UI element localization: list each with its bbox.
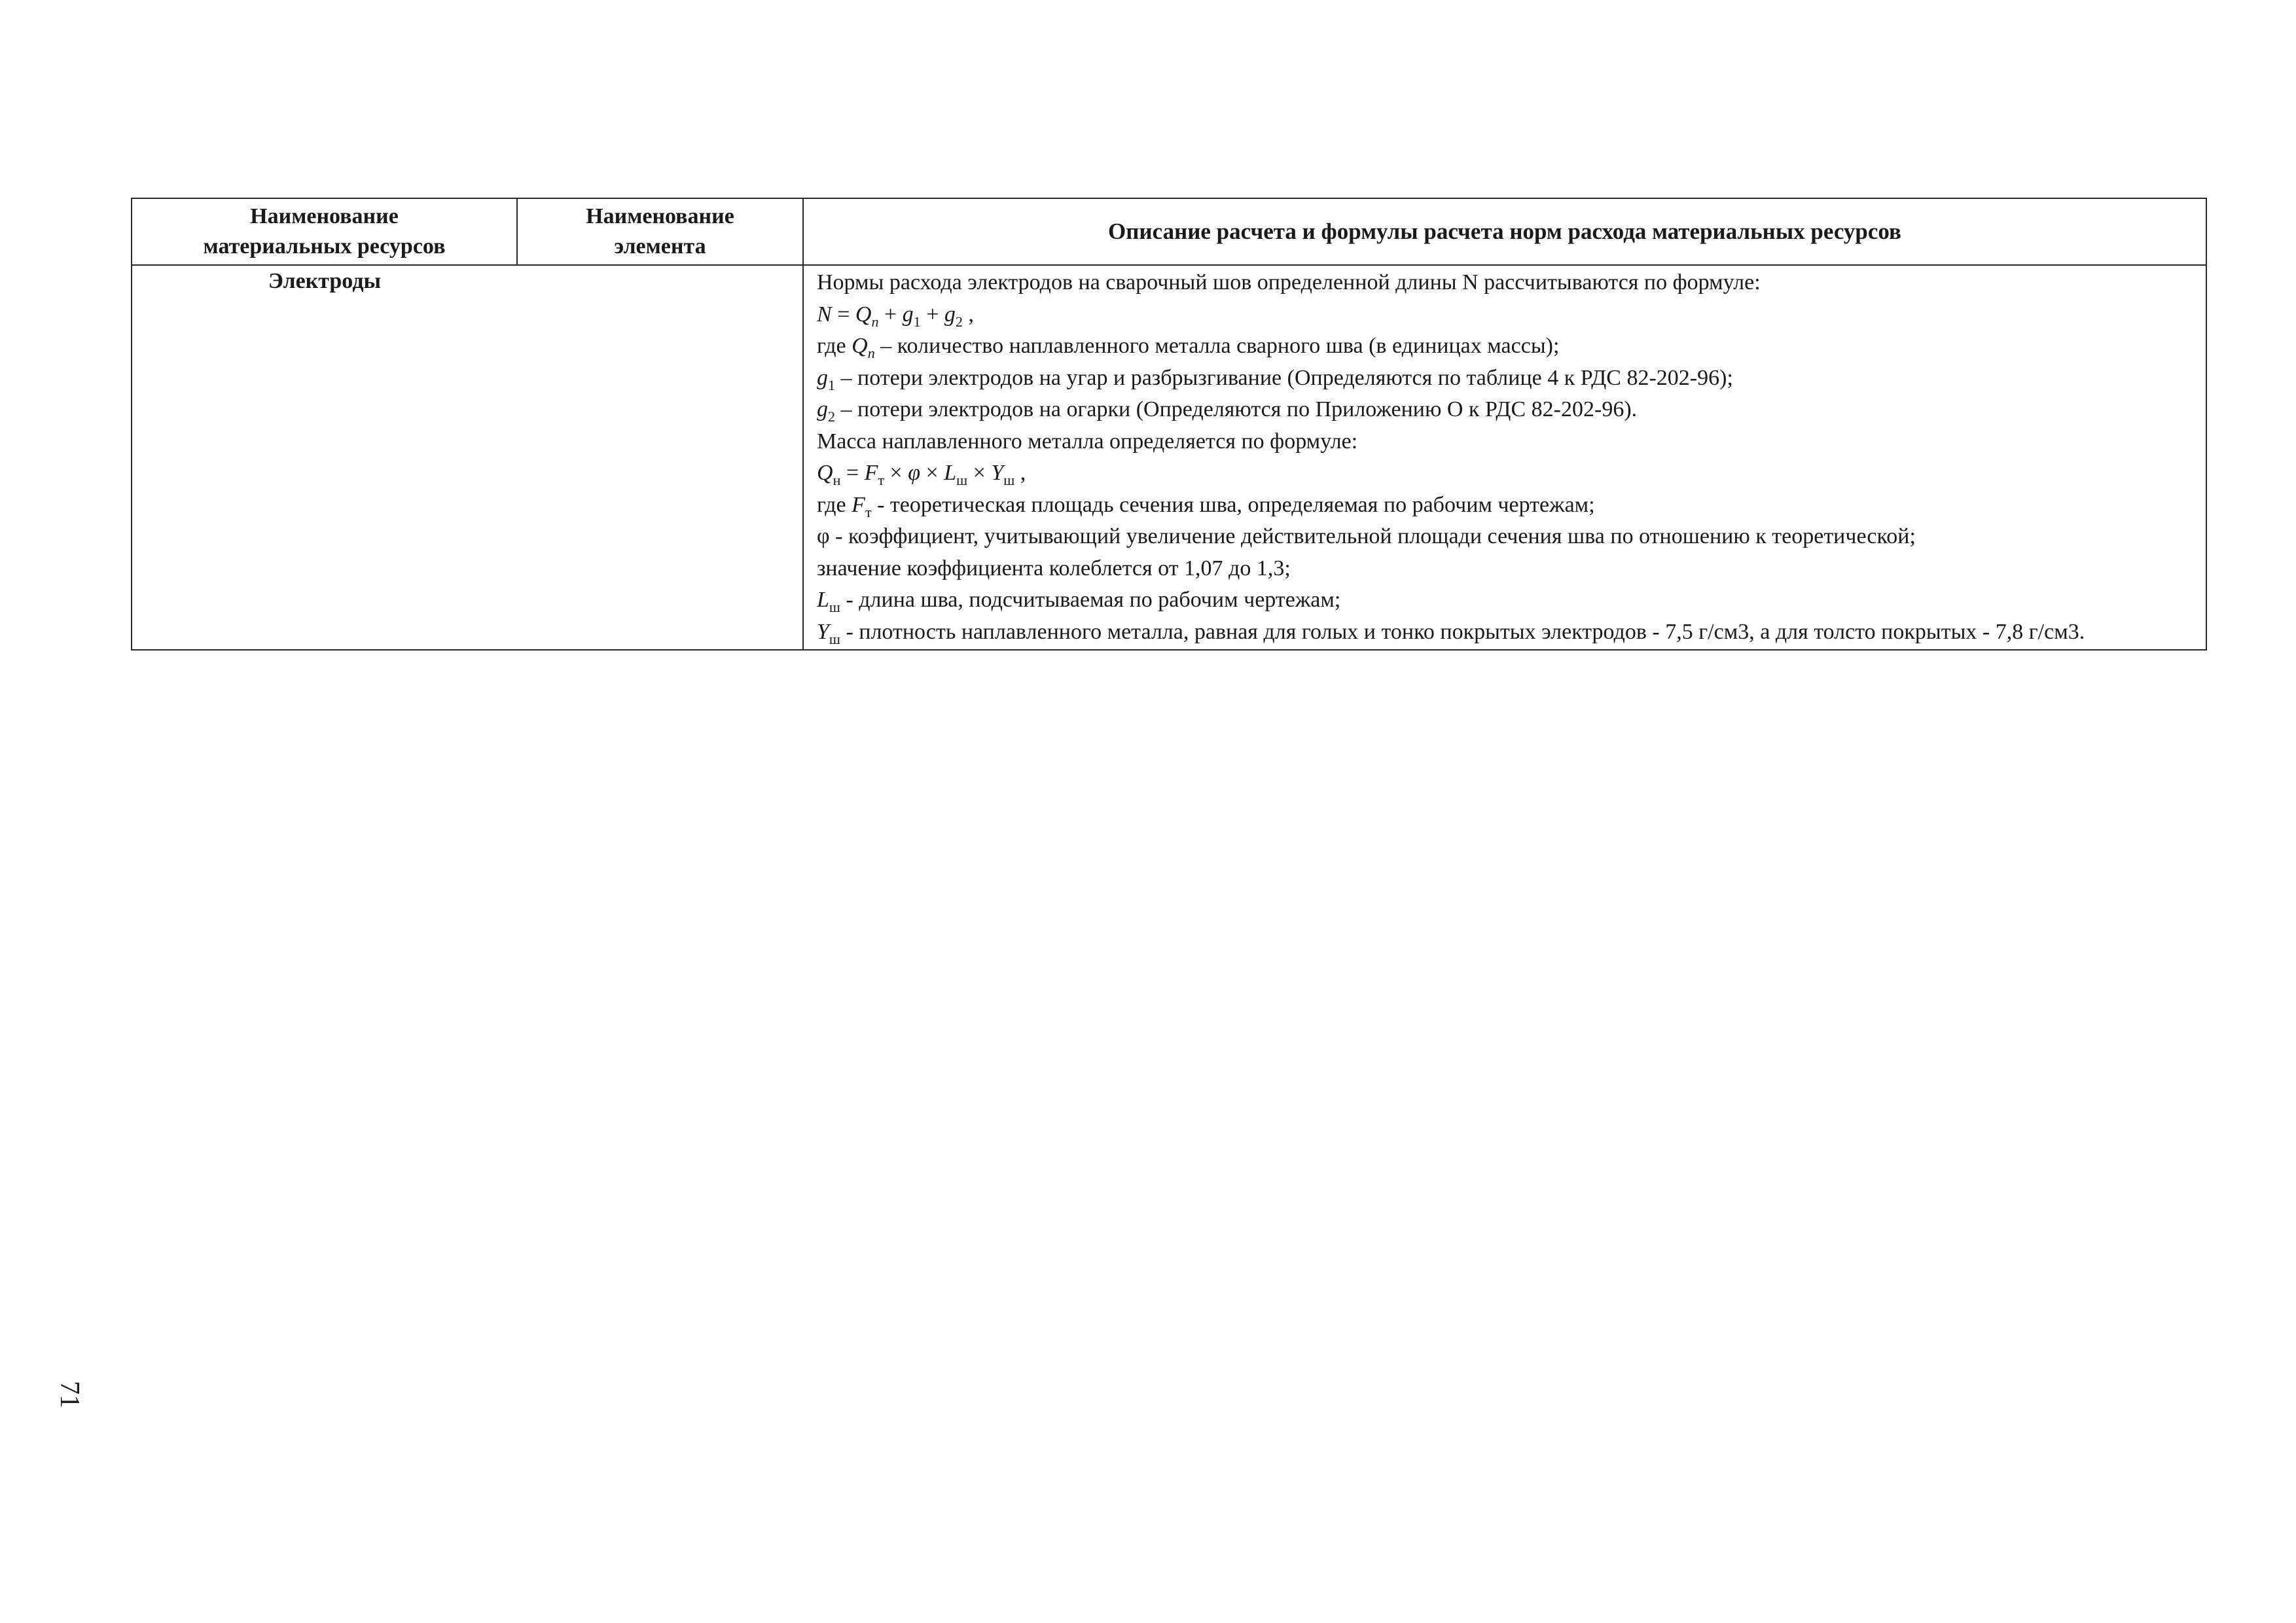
header-material-name	[132, 198, 517, 265]
cell-element	[517, 265, 803, 650]
header-material-line2: материальных ресурсов	[203, 234, 446, 259]
formula-n: $N = Q_n + g_1 + g_2$ ,	[817, 302, 974, 330]
header-description: Описание расчета и формулы расчета норм расхода материальных ресурсов	[803, 198, 2206, 265]
desc-line-g2: $g_2$ – потери электродов на огарки (Определяются по Приложению О к РДС 82-202-96).	[817, 397, 1638, 425]
header-element-line2: элемента	[614, 234, 706, 259]
desc-line-coef-range: значение коэффициента колеблется от 1,07 до 1,3;	[817, 556, 1291, 580]
desc-line-qn: где $Q_n$ – количество наплавленного металла сварного шва (в единицах массы);	[817, 334, 1560, 361]
desc-line-intro: Нормы расхода электродов на сварочный шов определенной длины N рассчитываются по формуле:	[817, 270, 1761, 294]
cell-material: Электроды	[132, 265, 517, 650]
desc-line-g1: $g_1$ – потери электродов на угар и разбрызгивание (Определяются по таблице 4 к РДС 82-202-96);	[817, 365, 1733, 393]
desc-line-density: $Y_ш$ - плотность наплавленного металла, равная для голых и тонко покрытых электродов - 7,5 г/см3, а для толсто покрытых - 7,8 г/см3.	[817, 619, 2085, 647]
desc-line-ft: где $F_т$ - теоретическая площадь сечения шва, определяемая по рабочим чертежам;	[817, 492, 1595, 520]
header-element-name	[517, 198, 803, 265]
page-number: 71	[54, 1381, 84, 1408]
cell-description	[803, 265, 2206, 650]
header-element-line1: Наименование	[586, 204, 734, 228]
norms-table	[131, 198, 2207, 651]
header-material-line1: Наименование	[250, 204, 399, 228]
desc-line-length: $L_ш$ - длина шва, подсчитываемая по рабочим чертежам;	[817, 588, 1341, 615]
desc-line-mass: Масса наплавленного металла определяется по формуле:	[817, 429, 1358, 454]
table-row	[132, 265, 2206, 650]
formula-qn: $Q_н = F_т \times \varphi \times L_ш \times Y_ш$ ,	[817, 461, 1026, 488]
desc-line-phi: φ - коэффициент, учитывающий увеличение действительной площади сечения шва по отношению к теоретической;	[817, 524, 1916, 548]
table-header-row	[132, 198, 2206, 265]
